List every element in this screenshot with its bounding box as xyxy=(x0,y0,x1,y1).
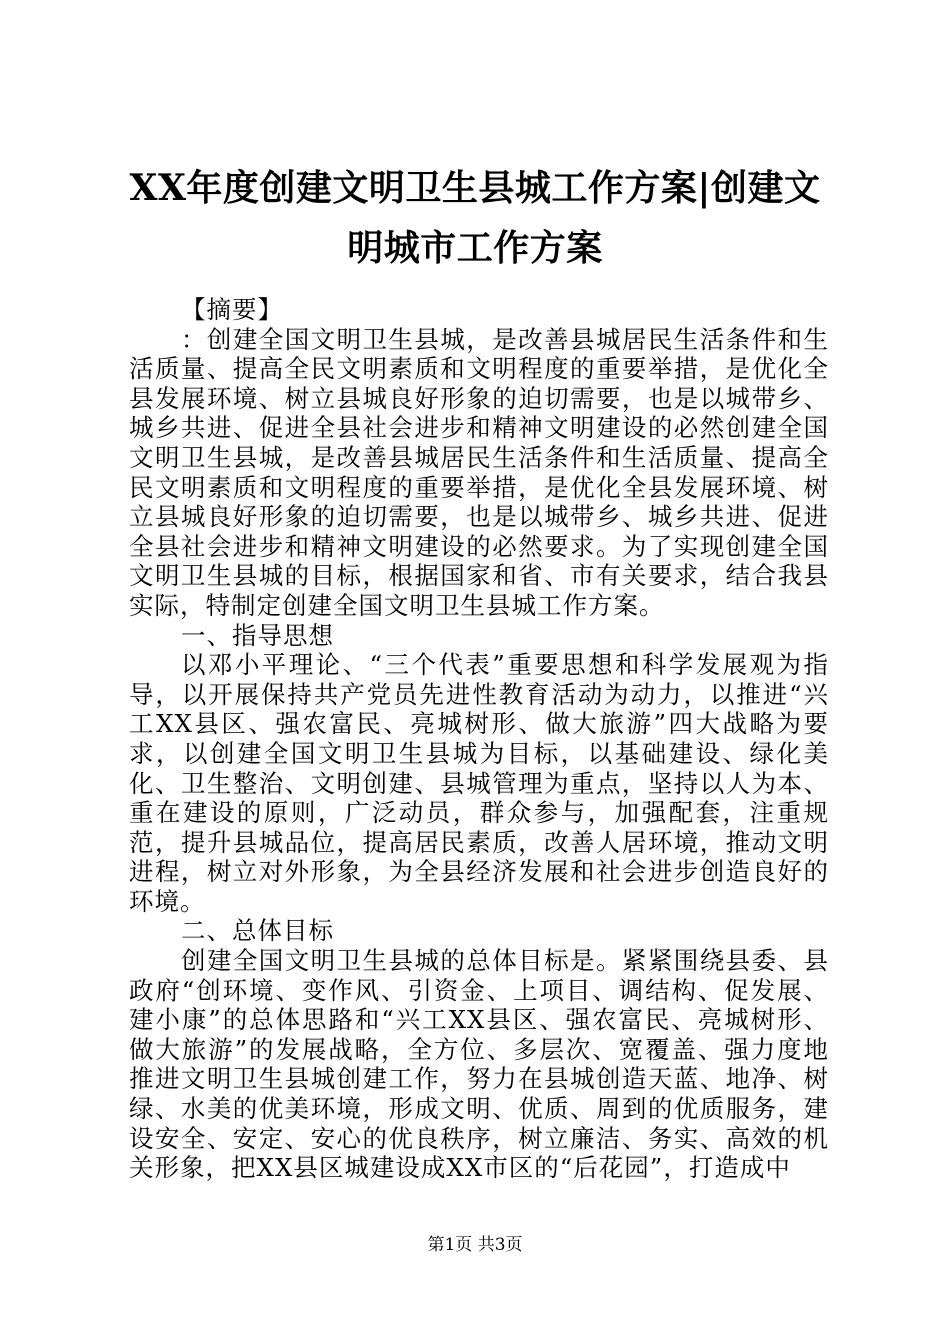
page-footer: 第1页 共3页 xyxy=(427,1235,523,1255)
abstract-heading: 【摘要】 xyxy=(181,295,283,324)
abstract-paragraph: ：创建全国文明卫生县城，是改善县城居民生活条件和生活质量、提高全民文明素质和文明程度的重要举措，是优化全县发展环境、树立县城良好形象的迫切需要，也是以城带乡、城乡共进、促进全县社会进步和精神文明建设的必然创建全国文明卫生县城，是改善县城居民生活条件和生活质量、提高全民文明素质和文明程度的重要举措，是优化全县发展环境、树立县城良好形象的迫切需要，也是以城带乡、城乡共进、促进全县社会进步和精神文明建设的必然要求。为了实现创建全国文明卫生县城的目标，根据国家和省、市有关要求，结合我县实际，特制定创建全国文明卫生县城工作方案。 xyxy=(129,324,829,620)
document-body xyxy=(129,295,829,1183)
guiding-ideology-paragraph: 以邓小平理论、“三个代表”重要思想和科学发展观为指导，以开展保持共产党员先进性教育活动为动力，以推进“兴工XX县区、强农富民、亮城树形、做大旅游”四大战略为要求，以创建全国文明卫生县城为目标，以基础建设、绿化美化、卫生整治、文明创建、县城管理为重点，坚持以人为本、重在建设的原则，广泛动员，群众参与，加强配套，注重规范，提升县城品位，提高居民素质，改善人居环境，推动文明进程，树立对外形象，为全县经济发展和社会进步创造良好的环境。 xyxy=(129,650,829,916)
section-heading-overall-goal: 二、总体目标 xyxy=(181,916,334,946)
overall-goal-paragraph: 创建全国文明卫生县城的总体目标是。紧紧围绕县委、县政府“创环境、变作风、引资金、上项目、调结构、促发展、建小康”的总体思路和“兴工XX县区、强农富民、亮城树形、做大旅游”的发展战略，全方位、多层次、宽覆盖、强力度地推进文明卫生县城创建工作，努力在县城创造天蓝、地净、树绿、水美的优美环境，形成文明、优质、周到的优质服务，建设安全、安定、安心的优良秩序，树立廉洁、务实、高效的机关形象，把XX县区城建设成XX市区的“后花园”，打造成中 xyxy=(129,946,829,1183)
document-title: XX年度创建文明卫生县城工作方案|创建文明城市工作方案 xyxy=(129,167,821,269)
section-heading-guiding-ideology: 一、指导思想 xyxy=(181,620,334,650)
